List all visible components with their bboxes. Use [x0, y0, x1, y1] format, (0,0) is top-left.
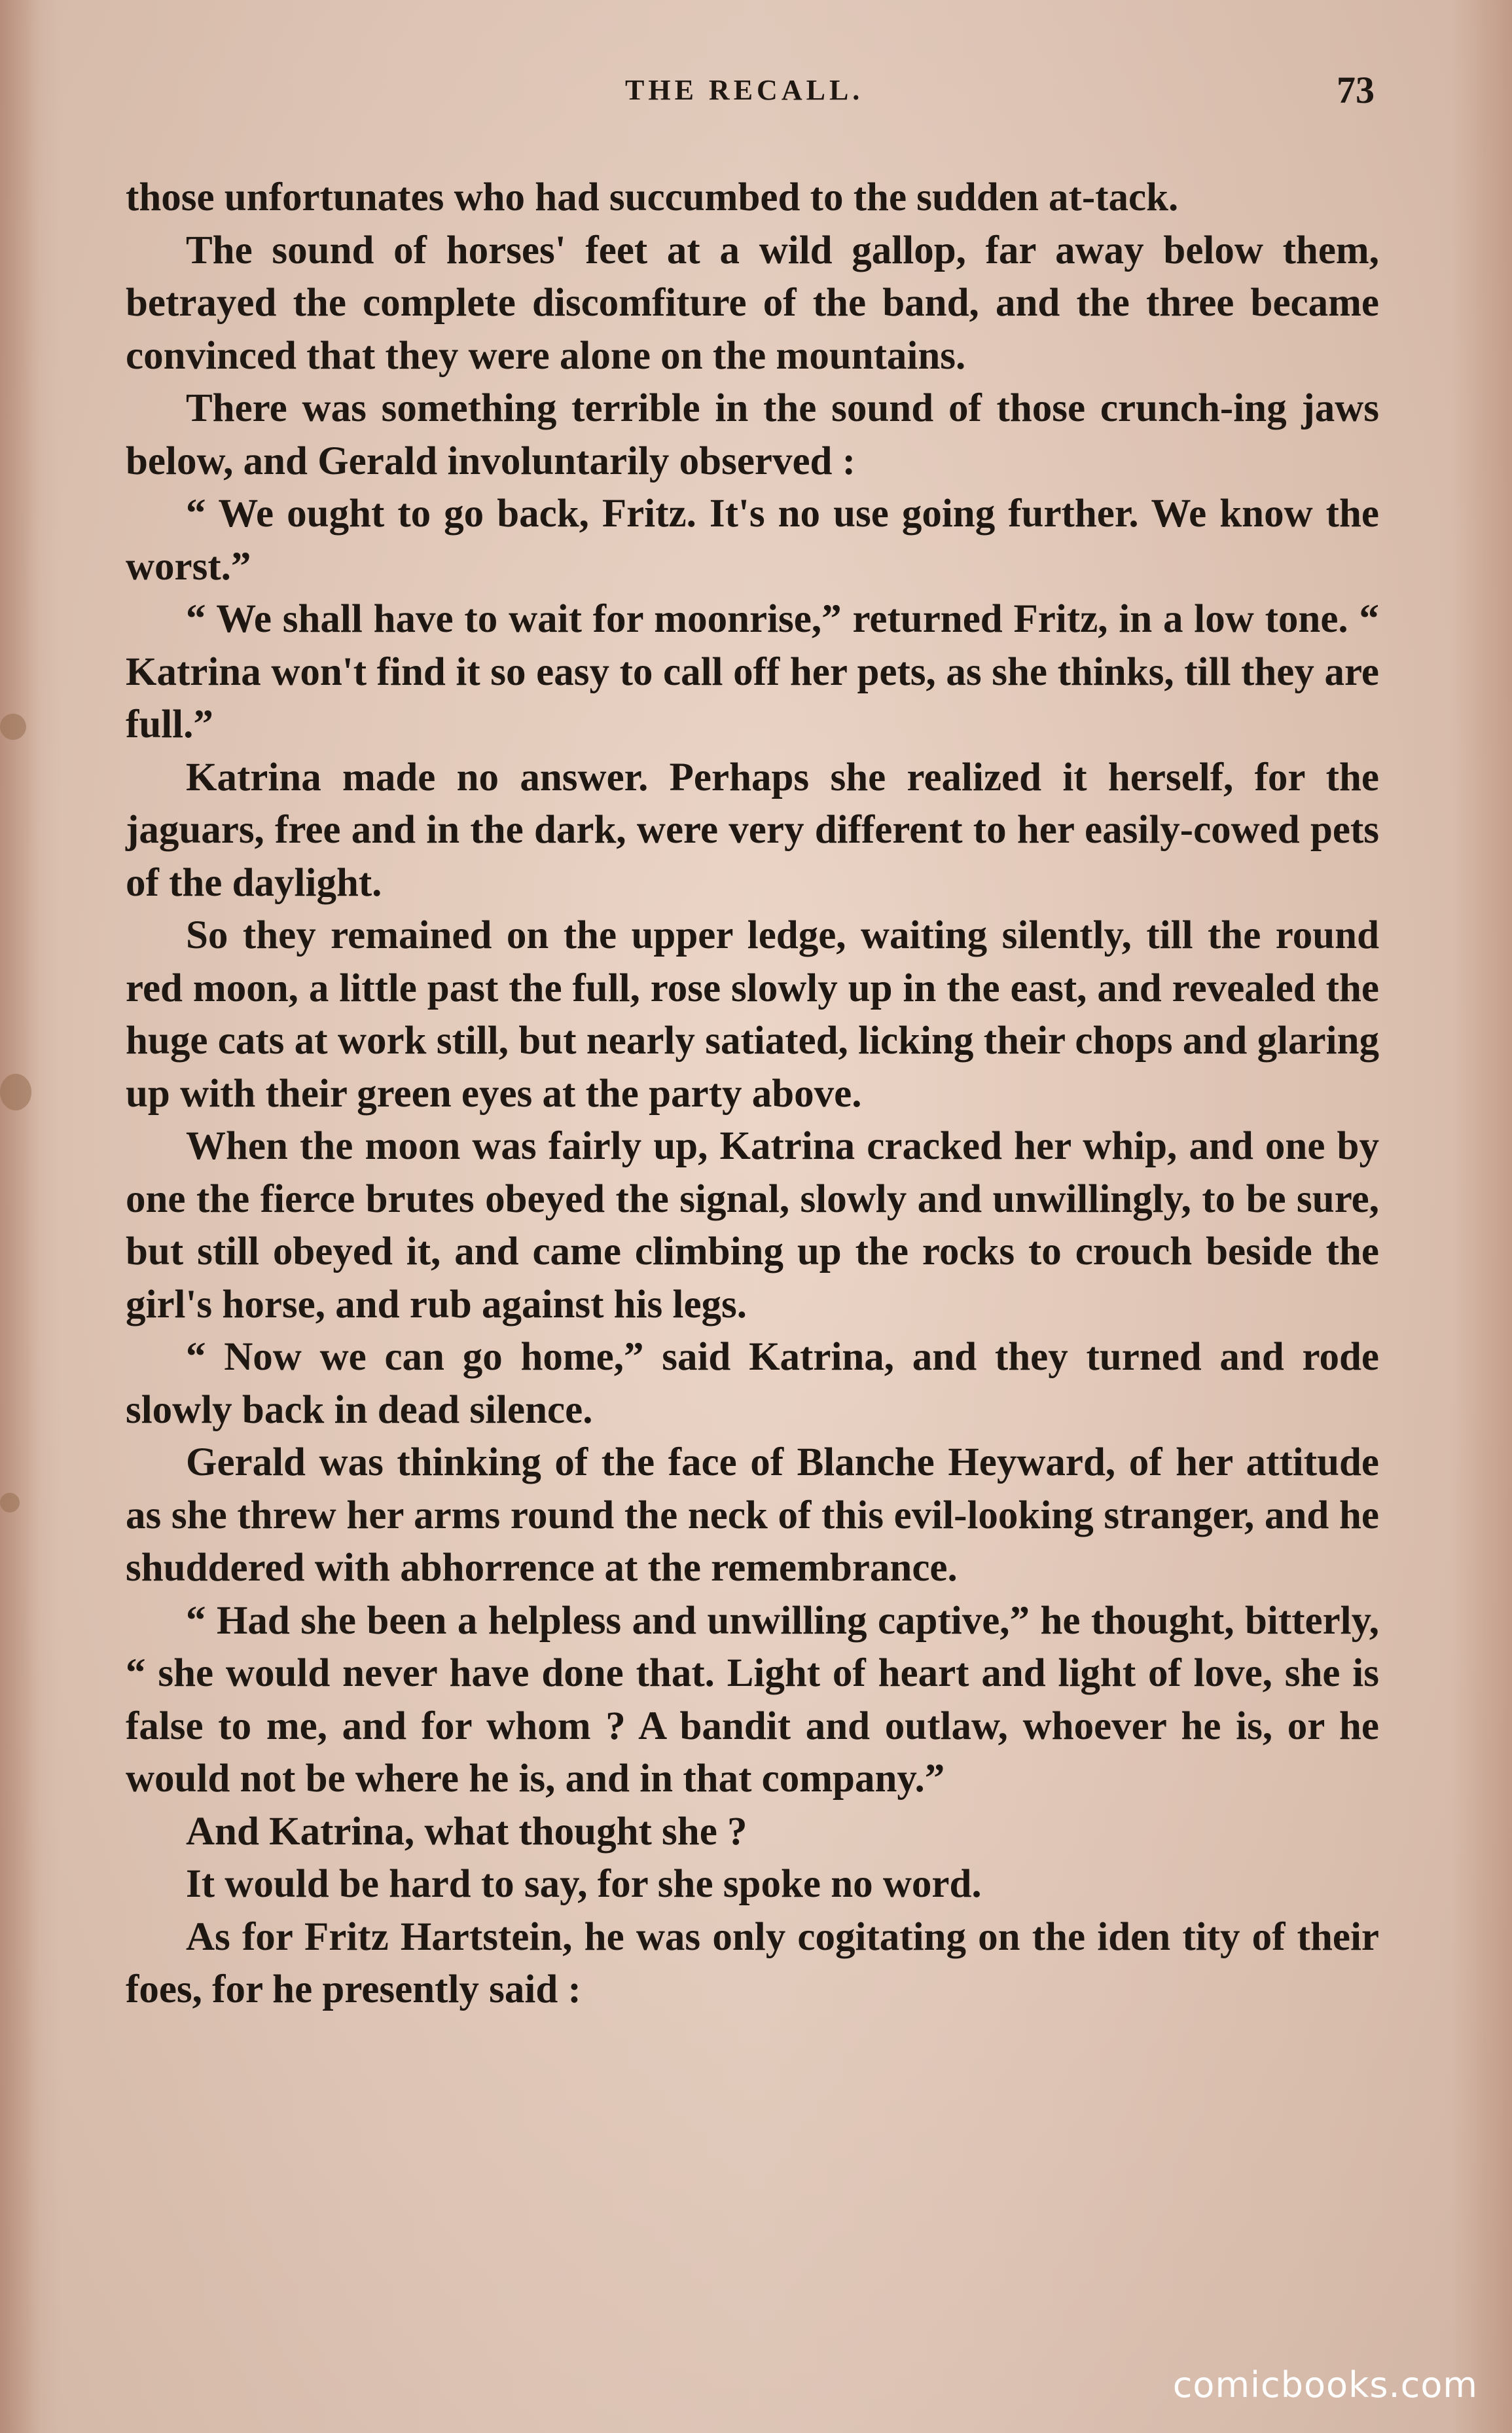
paragraph: “ We ought to go back, Fritz. It's no use going further. We know the worst.” [126, 492, 1379, 589]
paragraph: And Katrina, what thought she ? [186, 1809, 747, 1854]
paragraph: “ Had she been a helpless and unwilling captive,” he thought, bitterly, “ she would never have done that. Light of heart and light of love, she is false to me, and for whom ? A bandit and outlaw, whoever he is, or he would not be where he is, and in that company.” [126, 1598, 1379, 1801]
watermark: comicbooks.com [1172, 2364, 1478, 2406]
paragraph: When the moon was fairly up, Katrina cracked her whip, and one by one the fierce brutes obeyed the signal, slowly and unwillingly, to be sure, but still obeyed it, and came climbing up the rocks to crouch beside the girl's horse, and rub against his legs. [126, 1124, 1379, 1326]
paragraph: Katrina made no answer. Perhaps she realized it herself, for the jaguars, free and in the dark, were very different to her easily-cowed pets of the daylight. [126, 755, 1379, 905]
body-text [126, 172, 1379, 2017]
paragraph: The sound of horses' feet at a wild gallop, far away below them, betrayed the complete discomfiture of the band, and the three became convinced that they were alone on the mountains. [126, 228, 1379, 378]
paragraph: So they remained on the upper ledge, waiting silently, till the round red moon, a little past the full, rose slowly up in the east, and revealed the huge cats at work still, but nearly satiated, licking their chops and glaring up with their green eyes at the party above. [126, 913, 1379, 1116]
page-stain [0, 1074, 31, 1110]
page-stain [0, 714, 26, 740]
page-number: 73 [1337, 69, 1375, 111]
page-stain [0, 1493, 20, 1512]
paragraph: “ We shall have to wait for moonrise,” returned Fritz, in a low tone. “ Katrina won't find it so easy to call off her pets, as she thinks, till they are full.” [126, 597, 1379, 746]
paragraph: Gerald was thinking of the face of Blanche Heyward, of her attitude as she threw her arms round the neck of this evil-looking stranger, and he shuddered with abhorrence at the remembrance. [126, 1440, 1379, 1590]
page-header [0, 69, 1512, 132]
paragraph: “ Now we can go home,” said Katrina, and they turned and rode slowly back in dead silence. [126, 1335, 1379, 1432]
paragraph: As for Fritz Hartstein, he was only cogitating on the iden tity of their foes, for he presently said : [126, 1914, 1379, 2011]
paragraph: It would be hard to say, for she spoke no word. [186, 1862, 982, 1906]
paragraph: those unfortunates who had succumbed to the sudden at-tack. [126, 175, 1179, 219]
paragraph: There was something terrible in the sound of those crunch-ing jaws below, and Gerald involuntarily observed : [126, 386, 1379, 483]
running-head: THE RECALL. [625, 74, 864, 106]
page-edge-shadow [0, 0, 39, 2433]
